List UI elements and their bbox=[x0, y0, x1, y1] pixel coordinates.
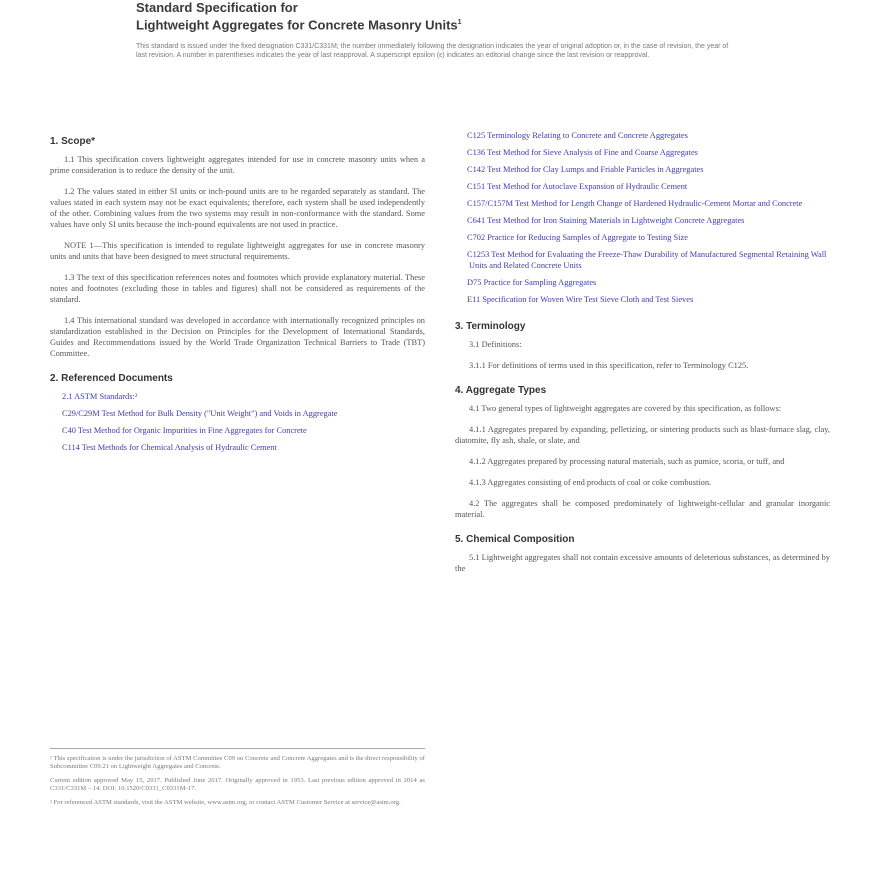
paragraph: 3.1.1 For definitions of terms used in this specification, refer to Terminology C125. bbox=[469, 361, 749, 370]
paragraph: 1.4 This international standard was developed in accordance with internationally recognized principles on standardization established in the Decision on Principles for the Development of International Standards, Guides and Recommendations issued by the World Trade Organization Technical Barriers to Trade (TBT) Committee. bbox=[50, 316, 425, 358]
reference-link[interactable]: C151 Test Method for Autoclave Expansion of Hydraulic Cement bbox=[467, 182, 688, 191]
paragraph: 4.1.3 Aggregates consisting of end products of coal or coke combustion. bbox=[469, 478, 712, 487]
reference-link[interactable]: C114 Test Methods for Chemical Analysis of Hydraulic Cement bbox=[62, 443, 277, 452]
reference-link[interactable]: C1253 Test Method for Evaluating the Freeze-Thaw Durability of Manufactured Segmental Retaining Wall Units and Related Concrete Units bbox=[467, 250, 827, 270]
reference-link[interactable]: E11 Specification for Woven Wire Test Sieve Cloth and Test Sieves bbox=[467, 295, 694, 304]
reference-link[interactable]: C136 Test Method for Sieve Analysis of Fine and Coarse Aggregates bbox=[467, 148, 698, 157]
section-heading-chemical-composition: 5. Chemical Composition bbox=[455, 534, 575, 545]
reference-link[interactable]: C142 Test Method for Clay Lumps and Friable Particles in Aggregates bbox=[467, 165, 704, 174]
paragraph: 4.1 Two general types of lightweight aggregates are covered by this specification, as follows: bbox=[469, 404, 782, 413]
reference-link[interactable]: C641 Test Method for Iron Staining Materials in Lightweight Concrete Aggregates bbox=[467, 216, 745, 225]
reference-link[interactable]: D75 Practice for Sampling Aggregates bbox=[467, 278, 597, 287]
paragraph: 1.2 The values stated in either SI units or inch-pound units are to be regarded separately as standard. The values stated in each system may not be exact equivalents; therefore, each system shall be used independently of the other. Combining values from the two systems may result in non-conformance with the standard. Some values have only SI units because the inch-pound equivalents are not used in practice. bbox=[50, 187, 425, 229]
paragraph: 3.1 Definitions: bbox=[469, 340, 522, 349]
reference-link[interactable]: C157/C157M Test Method for Length Change of Hardened Hydraulic-Cement Mortar and Concrete bbox=[467, 199, 803, 208]
paragraph: 1.3 The text of this specification references notes and footnotes which provide explanatory material. These notes and footnotes (excluding those in tables and figures) shall not be considered as requirements of the standard. bbox=[50, 273, 425, 304]
section-heading-referenced-documents: 2. Referenced Documents bbox=[50, 373, 173, 384]
footnote: Current edition approved May 15, 2017. Published June 2017. Originally approved in 1953. Last previous edition approved in 2014 as C331/C331M – 14. DOI: 10.1520/C0331_C0331M-17. bbox=[50, 776, 425, 793]
title-footnote-mark: 1 bbox=[457, 19, 462, 26]
right-column bbox=[455, 130, 830, 584]
note-paragraph: NOTE 1—This specification is intended to regulate lightweight aggregates for use in concrete masonry units and units that have been designed to meet structural requirements. bbox=[50, 241, 425, 261]
title-line-2: Lightweight Aggregates for Concrete Masonry Units bbox=[136, 17, 458, 33]
paragraph: 5.1 Lightweight aggregates shall not contain excessive amounts of deleterious substances, as determined by the bbox=[455, 553, 830, 573]
section-heading-terminology: 3. Terminology bbox=[455, 321, 526, 332]
document-header bbox=[136, 0, 736, 60]
reference-link[interactable]: 2.1 ASTM Standards:² bbox=[62, 392, 138, 401]
paragraph: 1.1 This specification covers lightweight aggregates intended for use in concrete masonry units when a prime consideration is to reduce the density of the unit. bbox=[50, 155, 425, 175]
left-column bbox=[50, 130, 425, 461]
designation-note: This standard is issued under the fixed designation C331/C331M; the number immediately following the designation indicates the year of original adoption or, in the case of revision, the year of last revision. A number in parentheses indicates the year of last reapproval. A superscript epsilon (ε) indicates an editorial change since the last revision or reapproval. bbox=[136, 43, 729, 60]
paragraph: 4.1.1 Aggregates prepared by expanding, pelletizing, or sintering products such as blast-furnace slag, clay, diatomite, fly ash, shale, or slate, and bbox=[455, 425, 830, 445]
paragraph: 4.2 The aggregates shall be composed predominately of lightweight-cellular and granular inorganic material. bbox=[455, 499, 830, 519]
reference-link[interactable]: C29/C29M Test Method for Bulk Density ("Unit Weight") and Voids in Aggregate bbox=[62, 409, 338, 418]
reference-link[interactable]: C125 Terminology Relating to Concrete and Concrete Aggregates bbox=[467, 131, 688, 140]
title-line-1: Standard Specification for bbox=[136, 0, 298, 15]
reference-link[interactable]: C40 Test Method for Organic Impurities in Fine Aggregates for Concrete bbox=[62, 426, 307, 435]
reference-list-continued bbox=[455, 130, 830, 305]
paragraph: 4.1.2 Aggregates prepared by processing natural materials, such as pumice, scoria, or tuff, and bbox=[469, 457, 785, 466]
footnotes bbox=[50, 748, 425, 812]
footnote: ¹ This specification is under the jurisdiction of ASTM Committee C09 on Concrete and Concrete Aggregates and is the direct responsibility of Subcommittee C09.21 on Lightweight Aggregates and Concrete. bbox=[50, 755, 425, 771]
footnote: ² For referenced ASTM standards, visit the ASTM website, www.astm.org, or contact ASTM Customer Service at service@astm.org. bbox=[50, 798, 401, 806]
section-heading-aggregate-types: 4. Aggregate Types bbox=[455, 385, 547, 396]
reference-list bbox=[50, 391, 425, 453]
section-heading-scope: 1. Scope* bbox=[50, 136, 96, 147]
reference-link[interactable]: C702 Practice for Reducing Samples of Aggregate to Testing Size bbox=[467, 233, 688, 242]
document-title bbox=[136, 0, 736, 32]
